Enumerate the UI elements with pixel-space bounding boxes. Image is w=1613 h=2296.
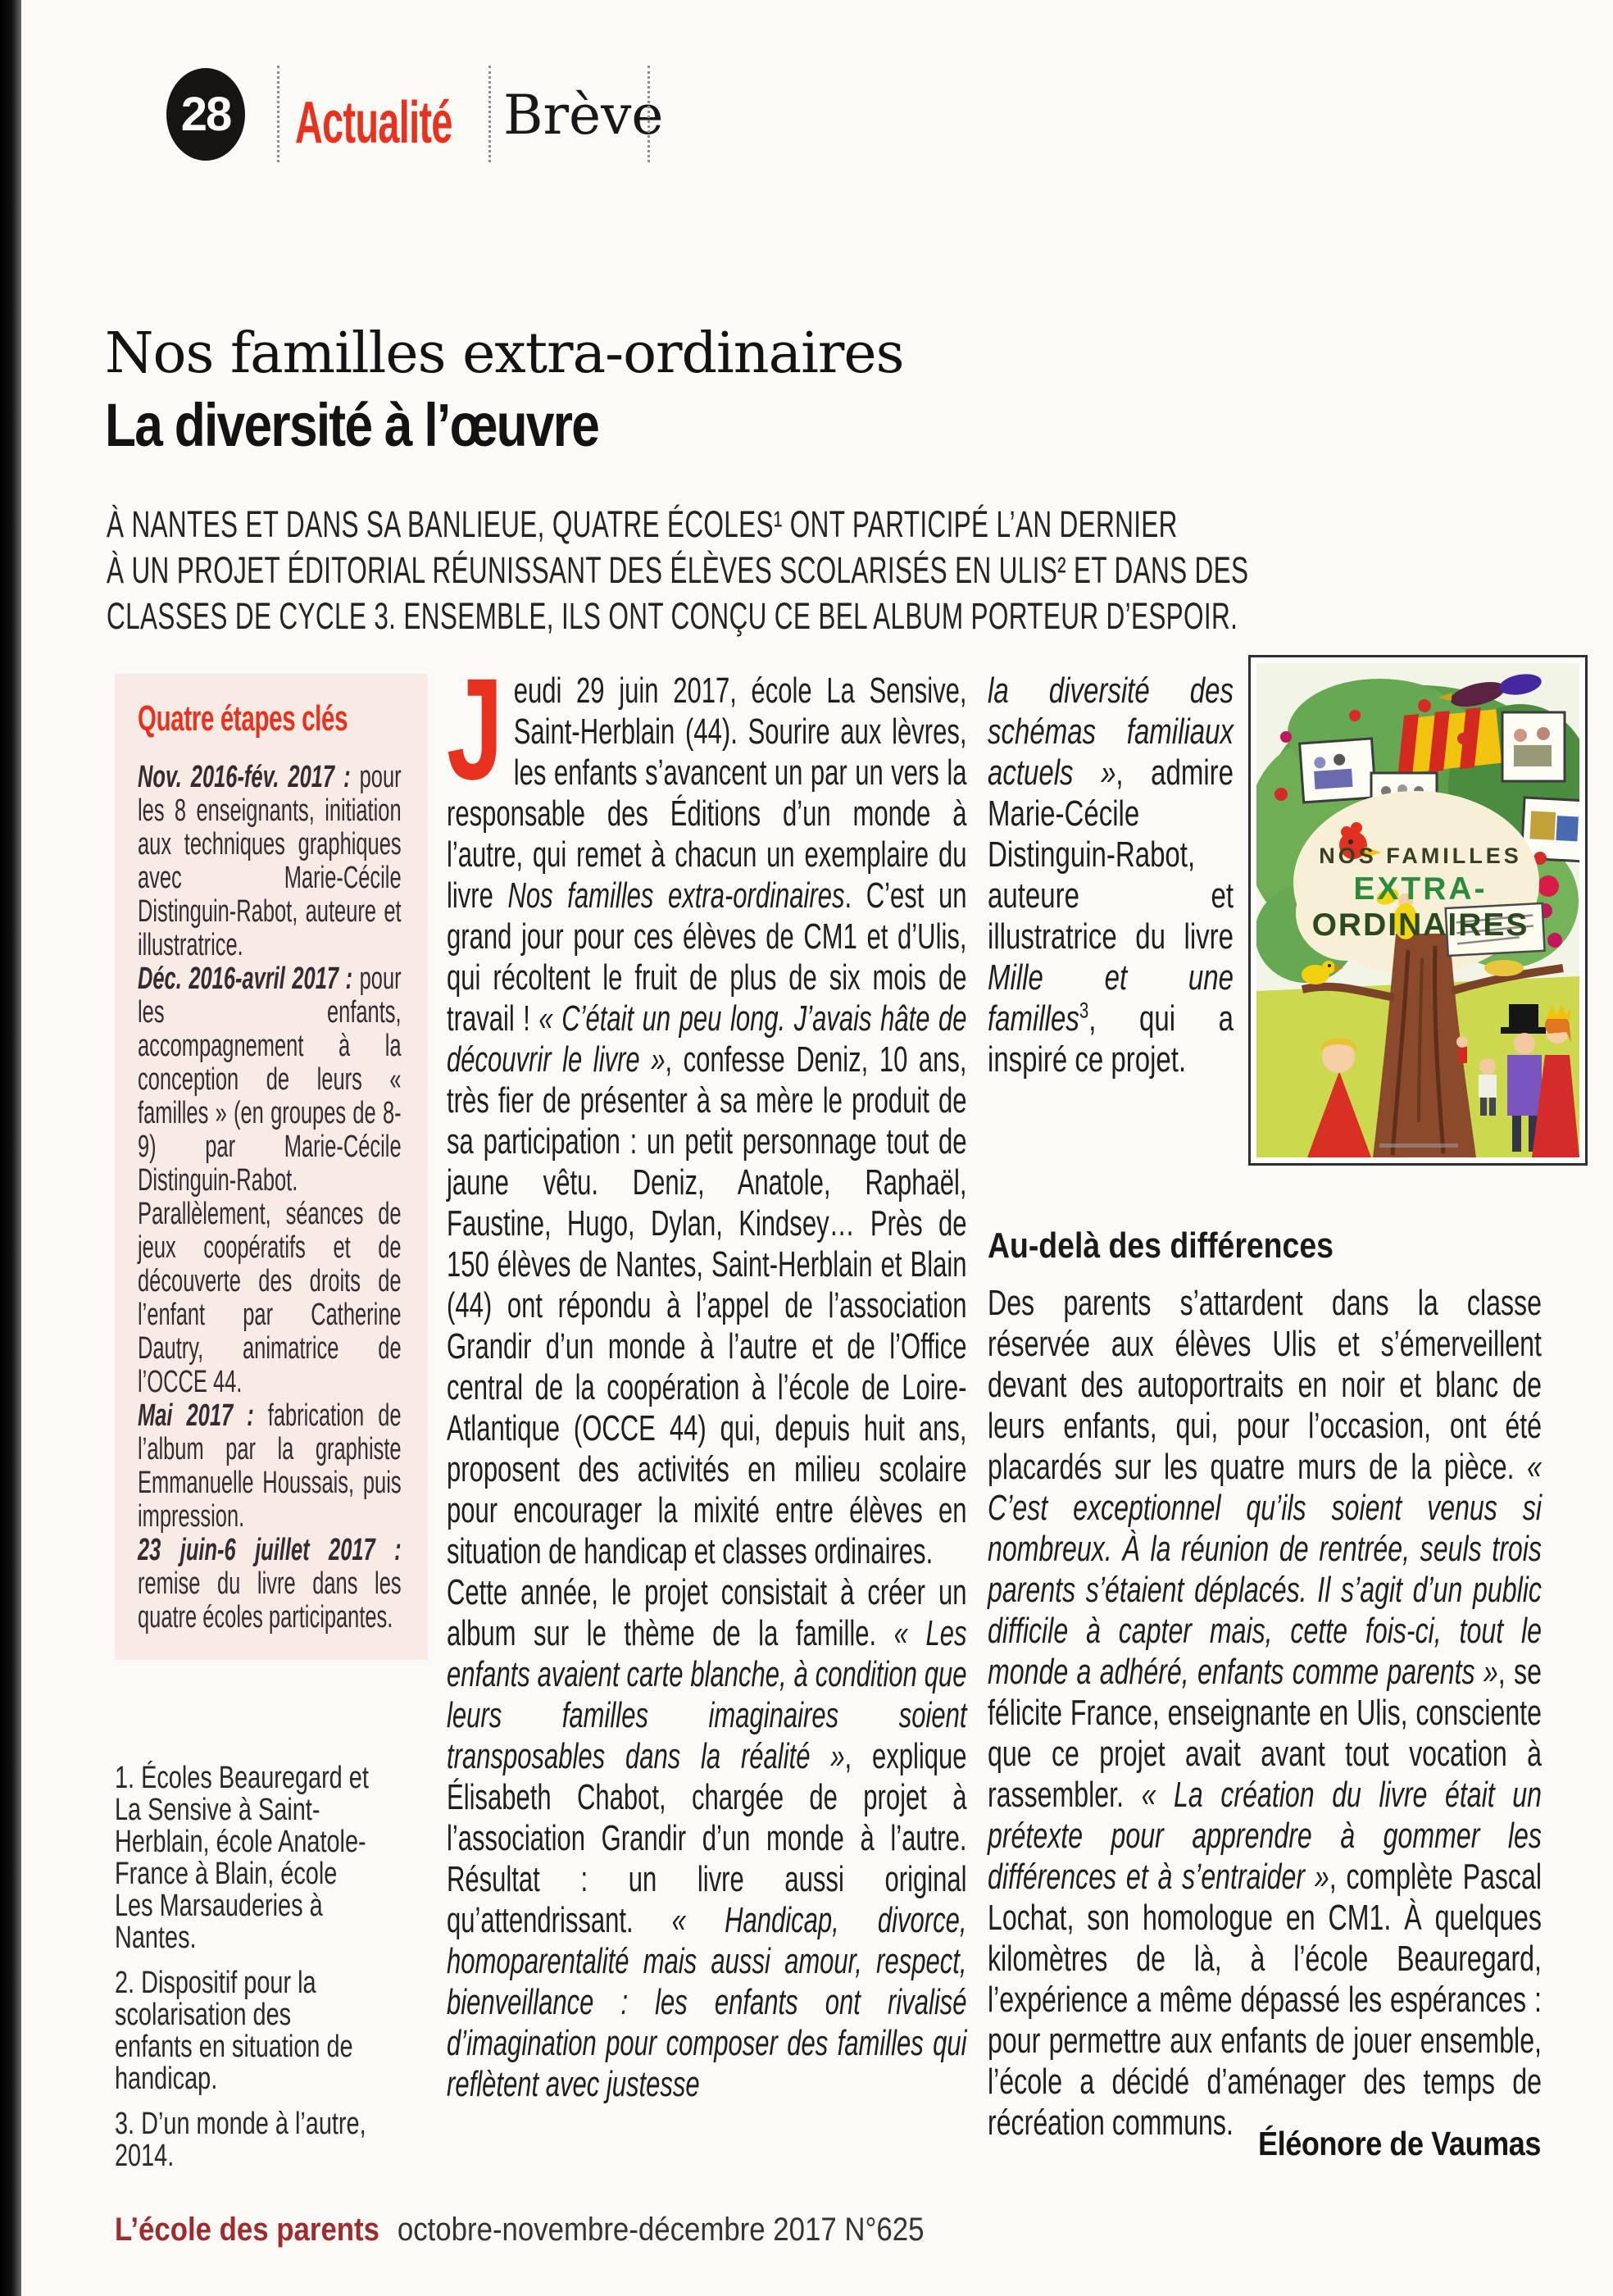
article-kicker: Nos familles extra-ordinaires bbox=[105, 321, 904, 386]
article-title: La diversité à l’œuvre bbox=[105, 391, 599, 459]
article-standfirst: À NANTES ET DANS SA BANLIEUE, QUATRE ÉCOLES¹ ONT PARTICIPÉ L’AN DERNIER À UN PROJET ÉDITORIAL RÉUNISSANT DES ÉLÈVES SCOLARISÉS EN ULIS² ET DANS DES CLASSES DE CYCLE 3. ENSEMBLE, ILS ONT CONÇU CE BEL ALBUM PORTEUR D’ESPOIR. bbox=[107, 503, 1249, 637]
header-separator bbox=[488, 66, 491, 162]
page-number: 28 bbox=[180, 88, 231, 141]
issue-info: octobre-novembre-décembre 2017 N°625 bbox=[397, 2212, 925, 2248]
cover-imprint bbox=[1379, 1143, 1458, 1148]
cover-title-line3: ORDINAIRES bbox=[1311, 907, 1529, 943]
author-byline: Éléonore de Vaumas bbox=[1257, 2125, 1541, 2162]
rubric-label: Brève bbox=[503, 84, 664, 147]
key-steps-title: Quatre étapes clés bbox=[138, 698, 348, 739]
header-separator bbox=[277, 66, 279, 162]
book-cover bbox=[1248, 655, 1588, 1166]
body-column-1-text: eudi 29 juin 2017, école La Sensive, Saint-Herblain (44). Sourire aux lèvres, les enfants s’avancent un par un vers la responsable des Éditions d’un monde à l’autre, qui remet à chacun un exemplaire du livre Nos familles extra-ordinaires. C’est un grand jour pour ces élèves de CM1 et d’Ulis, qui récoltent le fruit de plus de six mois de travail ! « C’était un peu long. J’avais hâte de découvrir le livre », confesse Deniz, 10 ans, très fier de présenter à sa mère le produit de sa participation : un petit personnage tout de jaune vêtu. Deniz, Anatole, Raphaël, Faustine, Hugo, Dylan, Kindsey… Près de 150 élèves de Nantes, Saint-Herblain et Blain (44) ont répondu à l’appel de l’association Grandir d’un monde à l’autre et de l’Office central de la coopération à l’école de Loire-Atlantique (OCCE 44) qui, depuis huit ans, proposent des activités en milieu scolaire pour encourager la mixité entre élèves en situation de handicap et classes ordinaires. Cette année, le projet consistait à créer un album sur le thème de la famille. « Les enfants avaient carte blanche, à condition que leurs familles imaginaires soient transposables dans la réalité », explique Élisabeth Chabot, chargée de projet à l’association Grandir d’un monde à l’autre. Résultat : un livre aussi original qu’attendrissant. « Handicap, divorce, homoparentalité mais aussi amour, respect, bienveillance : les enfants ont rivalisé d’imagination pour composer des familles qui reflètent avec justesse bbox=[447, 671, 967, 2104]
cover-title-line2: EXTRA- bbox=[1353, 871, 1488, 907]
body-column-2-text: Des parents s’attardent dans la classe réservée aux élèves Ulis et s’émerveillent devant des autoportraits en noir et blanc de leurs enfants, qui, pour l’occasion, ont été placardés sur les quatre murs de la pièce. « C’est exceptionnel qu’ils soient venus si nombreux. À la réunion de rentrée, seuls trois parents s’étaient déplacés. Il s’agit d’un public difficile à capter mais, cette fois-ci, tout le monde a adhéré, enfants comme parents », se félicite France, enseignante en Ulis, consciente que ce projet avait avant tout vocation à rassembler. « La création du livre était un prétexte pour apprendre à gommer les différences et à s’entraider », complète Pascal Lochat, son homologue en CM1. À quelques kilomètres de là, à l’école Beauregard, l’expérience a même dépassé les espérances : pour permettre aux enfants de jouer ensemble, l’école a décidé d’aménager des temps de récréation communs. bbox=[988, 1283, 1542, 2143]
book-cover-art bbox=[1256, 663, 1579, 1157]
section-label: Actualité bbox=[295, 90, 452, 156]
nest-icon bbox=[1484, 960, 1524, 976]
body-column-1 bbox=[447, 649, 967, 2105]
footnotes: 1. Écoles Beauregard et La Sensive à Saint-Herblain, école Anatole-France à Blain, école Les Marsauderies à Nantes. 2. Dispositif pour la scolarisation des enfants en situation de handicap. 3. D’un monde à l’autre, 2014. bbox=[115, 1761, 369, 2173]
page-footer bbox=[115, 2213, 924, 2246]
cover-title-line1: NOS FAMILLES bbox=[1319, 843, 1522, 868]
drop-cap: J bbox=[447, 649, 504, 810]
header-separator bbox=[647, 66, 650, 162]
scan-edge bbox=[0, 0, 21, 2296]
body-column-2-top: la diversité des schémas familiaux actuels », admire Marie-Cécile Distinguin-Rabot, auteure et illustratrice du livre Mille et une familles$^3$, qui a inspiré ce projet. bbox=[988, 671, 1234, 1080]
page-number-badge bbox=[166, 68, 245, 161]
magazine-name: L’école des parents bbox=[115, 2212, 380, 2248]
key-steps-box bbox=[115, 674, 428, 1660]
key-steps-list: Nov. 2016-fév. 2017 : pour les 8 enseignants, initiation aux techniques graphiques avec Marie-Cécile Distinguin-Rabot, auteure et illustratrice. Déc. 2016-avril 2017 : pour les enfants, accompagnement à la conception de leurs « familles » (en groupes de 8-9) par Marie-Cécile Distinguin-Rabot. Parallèlement, séances de jeux coopératifs et de découverte des droits de l’enfant par Catherine Dautry, animatrice de l’OCCE 44. Mai 2017 : fabrication de l’album par la graphiste Emmanuelle Houssais, puis impression. 23 juin-6 juillet 2017 : remise du livre dans les quatre écoles participantes. bbox=[138, 760, 402, 1634]
subheading: Au-delà des différences bbox=[988, 1225, 1334, 1266]
